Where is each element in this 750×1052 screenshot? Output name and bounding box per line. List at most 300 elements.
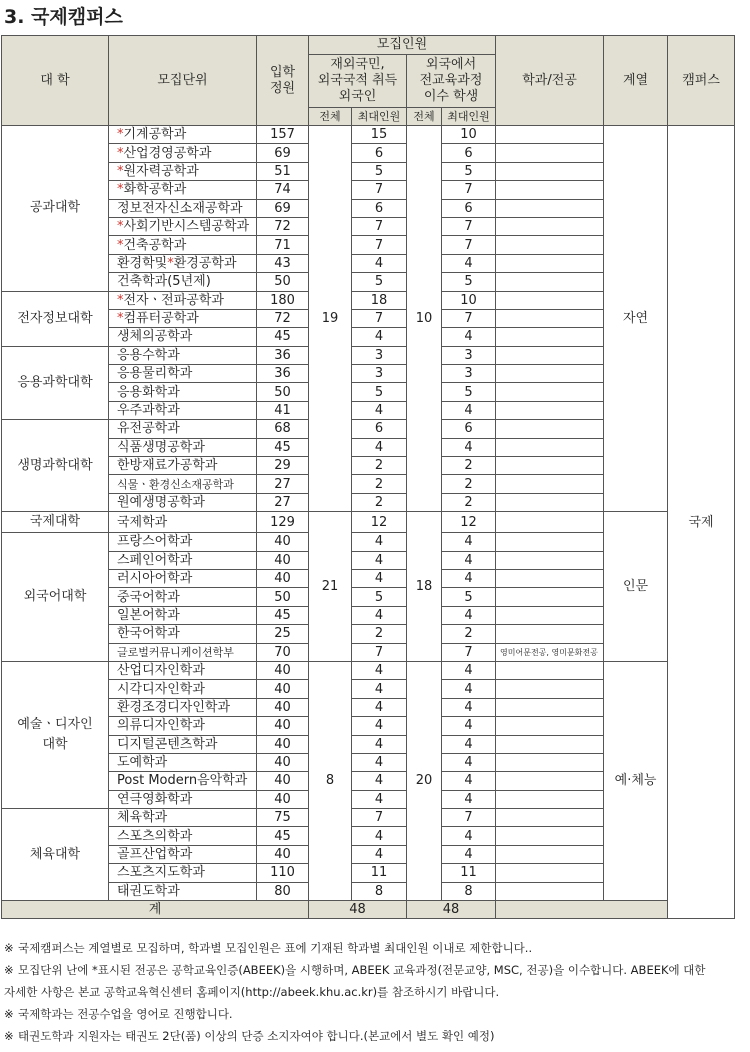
unit-name [109,401,257,419]
unit-name [109,217,257,235]
foreign-max: 4 [352,533,407,551]
major-value [496,181,604,199]
quota-value: 69 [257,144,309,162]
foreign-max: 4 [352,827,407,845]
major-value [496,144,604,162]
college-name: 생명과학대학 [2,420,109,512]
abroad-max: 2 [442,625,496,643]
college-name: 국제대학 [2,512,109,533]
abeek-star-mark: * [117,292,124,308]
foreign-max: 7 [352,809,407,827]
abroad-max: 4 [442,772,496,790]
header-abroad: 외국에서 전교육과정 이수 학생 [407,55,496,108]
unit-name [109,144,257,162]
note-continuation: 자세한 사항은 본교 공학교육혁신센터 홈페이지(http://abeek.khu.ac.kr)를 참조하시기 바랍니다. [4,985,500,999]
abeek-star-mark: * [117,145,124,161]
note-item [4,937,744,959]
major-value [496,273,604,291]
unit-name [109,365,257,383]
unit-name-text: 컴퓨터공학과 [123,311,199,327]
quota-value: 45 [257,827,309,845]
foreign-max: 7 [352,181,407,199]
quota-value: 40 [257,790,309,808]
foreign-max: 4 [352,717,407,735]
abroad-max: 4 [442,661,496,679]
abroad-max: 12 [442,512,496,533]
unit-name-text: 생체의공학과 [117,329,193,345]
major-value [496,606,604,624]
major-value [496,383,604,401]
major-value [496,309,604,327]
foreign-max: 11 [352,864,407,882]
quota-value: 45 [257,606,309,624]
quota-value: 51 [257,162,309,180]
quota-value: 40 [257,753,309,771]
unit-name-text: 유전공학과 [117,421,180,437]
college-name: 외국어대학 [2,533,109,662]
abroad-max: 7 [442,309,496,327]
unit-name [109,845,257,863]
unit-name-text: 화학공학과 [123,182,187,198]
abroad-max: 7 [442,236,496,254]
unit-name [109,309,257,327]
foreign-max: 4 [352,328,407,346]
major-value [496,661,604,679]
major-value [496,401,604,419]
quota-value: 40 [257,533,309,551]
table-row [2,512,735,533]
unit-name-text: 중국어학과 [117,589,180,605]
abroad-max: 8 [442,882,496,900]
header-abroad-total: 전체 [407,108,442,126]
abroad-max: 4 [442,533,496,551]
quota-value: 72 [257,309,309,327]
unit-name-text: 응용화학과 [117,384,180,400]
note-text: 모집단위 난에 *표시된 전공은 공학교육인증(ABEEK)을 시행하며, ABEEK 교육과정(전문교양, MSC, 전공)을 이수합니다. ABEEK에 대한 [18,963,706,977]
unit-name [109,291,257,309]
foreign-max: 5 [352,588,407,606]
unit-name [109,493,257,511]
quota-value: 80 [257,882,309,900]
unit-name-text: 태권도학과 [117,883,180,899]
quota-value: 50 [257,588,309,606]
unit-name [109,569,257,587]
abroad-max: 5 [442,383,496,401]
quota-value: 50 [257,383,309,401]
college-name: 공과대학 [2,126,109,292]
abroad-max: 4 [442,254,496,272]
foreign-max: 3 [352,346,407,364]
header-campus: 캠퍼스 [668,36,735,126]
foreign-total: 8 [309,661,352,900]
foreign-max: 7 [352,217,407,235]
major-value [496,254,604,272]
quota-value: 40 [257,772,309,790]
abroad-max: 4 [442,606,496,624]
unit-name-text: 디지털콘텐츠학과 [117,736,218,752]
abeek-star-mark: * [167,255,174,271]
unit-name-text: 스페인어학과 [117,552,193,568]
header-unit: 모집단위 [109,36,257,126]
foreign-max: 2 [352,493,407,511]
abroad-max: 5 [442,162,496,180]
major-value [496,827,604,845]
major-value [496,753,604,771]
abeek-star-mark: * [117,219,124,235]
field-name: 예·체능 [604,661,668,900]
unit-name [109,162,257,180]
foreign-max: 8 [352,882,407,900]
major-value [496,346,604,364]
note-item [4,1003,744,1025]
foreign-max: 4 [352,772,407,790]
campus-name: 국제 [668,126,735,919]
quota-value: 157 [257,126,309,144]
major-value [496,809,604,827]
abeek-star-mark: * [117,127,124,143]
unit-name [109,790,257,808]
quota-value: 70 [257,643,309,661]
abroad-max: 6 [442,144,496,162]
foreign-max: 4 [352,401,407,419]
major-value [496,199,604,217]
quota-value: 110 [257,864,309,882]
table-row [2,126,735,144]
major-value [496,475,604,493]
major-value [496,438,604,456]
total-major-empty [496,901,668,919]
quota-value: 27 [257,493,309,511]
unit-name-text: 우주과학과 [117,403,180,419]
abroad-max: 7 [442,643,496,661]
abroad-max: 10 [442,291,496,309]
note-mark: ※ [4,1029,14,1043]
unit-name [109,475,257,493]
unit-name-text: 사회기반시스템공학과 [123,219,250,235]
unit-name [109,680,257,698]
unit-name [109,864,257,882]
foreign-max: 4 [352,698,407,716]
unit-name-text: Post Modern음악학과 [117,773,248,789]
unit-name-text: 연극영화학과 [117,791,193,807]
quota-value: 29 [257,457,309,475]
college-name: 전자정보대학 [2,291,109,346]
abroad-max: 10 [442,126,496,144]
foreign-total: 19 [309,126,352,512]
abroad-max: 2 [442,493,496,511]
total-foreign: 48 [309,901,407,919]
foreign-max: 5 [352,162,407,180]
quota-value: 69 [257,199,309,217]
unit-name-text: 프랑스어학과 [117,534,193,550]
unit-name [109,254,257,272]
quota-value: 40 [257,717,309,735]
unit-name [109,181,257,199]
abeek-star-mark: * [117,311,124,327]
major-value [496,533,604,551]
abeek-star-mark: * [117,237,124,253]
abroad-max: 4 [442,680,496,698]
foreign-max: 5 [352,383,407,401]
abroad-max: 7 [442,217,496,235]
unit-name-text: 의류디자인학과 [117,718,205,734]
quota-value: 41 [257,401,309,419]
major-value [496,735,604,753]
abroad-max: 4 [442,735,496,753]
unit-name-text: 도예학과 [117,755,168,771]
abroad-max: 4 [442,698,496,716]
abeek-star-mark: * [117,182,124,198]
major-value [496,698,604,716]
major-value [496,493,604,511]
major-value [496,236,604,254]
major-value [496,845,604,863]
major-value [496,717,604,735]
note-text: 국제학과는 전공수업을 영어로 진행합니다. [18,1007,233,1021]
header-foreign-total: 전체 [309,108,352,126]
unit-name-text: 시각디자인학과 [117,681,205,697]
table-body [2,126,735,919]
unit-name [109,328,257,346]
quota-value: 36 [257,346,309,364]
unit-name [109,643,257,661]
foreign-max: 12 [352,512,407,533]
unit-name-text: 글로벌커뮤니케이션학부 [117,645,234,659]
foreign-max: 4 [352,845,407,863]
abroad-max: 4 [442,401,496,419]
note-mark: ※ [4,963,14,977]
unit-name-text: 일본어학과 [117,607,180,623]
abroad-max: 4 [442,717,496,735]
foreign-max: 7 [352,643,407,661]
major-value [496,126,604,144]
header-abroad-max: 최대인원 [442,108,496,126]
note-mark: ※ [4,1007,14,1021]
major-value [496,680,604,698]
abroad-max: 4 [442,438,496,456]
foreign-max: 7 [352,309,407,327]
total-row [2,901,735,919]
total-label: 계 [2,901,309,919]
unit-name [109,126,257,144]
college-name: 예술ㆍ디자인 대학 [2,661,109,808]
unit-name [109,551,257,569]
unit-name-text: 한국어학과 [117,626,180,642]
unit-name [109,606,257,624]
unit-name-text: 식물ㆍ환경신소재공학과 [117,477,234,491]
major-value [496,625,604,643]
unit-name [109,457,257,475]
unit-name [109,588,257,606]
unit-name [109,438,257,456]
quota-value: 74 [257,181,309,199]
unit-name-text: 러시아어학과 [117,571,193,587]
unit-name [109,882,257,900]
abroad-max: 3 [442,365,496,383]
major-value [496,420,604,438]
unit-name-prefix: 환경학및 [117,255,168,271]
unit-name-text: 원예생명공학과 [117,495,205,510]
unit-name-text: 환경공학과 [173,255,237,271]
unit-name [109,420,257,438]
abroad-max: 2 [442,475,496,493]
quota-value: 50 [257,273,309,291]
major-value [496,882,604,900]
admission-table [1,35,735,919]
foreign-max: 2 [352,457,407,475]
abroad-max: 7 [442,181,496,199]
major-value [496,864,604,882]
unit-name-text: 국제학과 [117,514,168,530]
major-value [496,551,604,569]
unit-name [109,717,257,735]
unit-name-text: 응용물리학과 [117,366,193,382]
unit-name-text: 산업경영공학과 [123,145,212,161]
major-value [496,217,604,235]
major-value [496,162,604,180]
foreign-max: 4 [352,551,407,569]
unit-name [109,698,257,716]
major-value [496,457,604,475]
unit-name-text: 정보전자신소재공학과 [117,200,243,216]
quota-value: 45 [257,328,309,346]
header-college: 대 학 [2,36,109,126]
unit-name [109,273,257,291]
page-title: 3. 국제캠퍼스 [4,6,123,28]
quota-value: 40 [257,569,309,587]
foreign-max: 4 [352,569,407,587]
unit-name [109,512,257,533]
unit-name-text: 골프산업학과 [117,847,193,863]
college-name: 응용과학대학 [2,346,109,420]
major-value: 영미어문전공, 영미문화전공 [496,643,604,661]
unit-name [109,533,257,551]
header-quota: 입학 정원 [257,36,309,126]
header-recruit: 모집인원 [309,36,496,55]
major-value [496,291,604,309]
major-value [496,790,604,808]
abroad-max: 4 [442,790,496,808]
abroad-max: 4 [442,827,496,845]
note-item [4,959,744,981]
quota-value: 180 [257,291,309,309]
abroad-max: 2 [442,457,496,475]
abroad-max: 6 [442,420,496,438]
foreign-max: 7 [352,236,407,254]
field-name: 인문 [604,512,668,662]
major-value [496,569,604,587]
unit-name-text: 환경조경디자인학과 [117,699,231,715]
field-name: 자연 [604,126,668,512]
foreign-total: 21 [309,512,352,662]
unit-name [109,625,257,643]
note-item [4,1025,744,1047]
quota-value: 40 [257,698,309,716]
abroad-max: 5 [442,588,496,606]
unit-name [109,735,257,753]
quota-value: 40 [257,551,309,569]
abeek-star-mark: * [117,163,124,179]
note-mark: ※ [4,941,14,955]
foreign-max: 4 [352,735,407,753]
quota-value: 129 [257,512,309,533]
foreign-max: 4 [352,438,407,456]
quota-value: 40 [257,661,309,679]
unit-name-text: 원자력공학과 [123,163,199,179]
quota-value: 43 [257,254,309,272]
foreign-max: 4 [352,790,407,808]
quota-value: 36 [257,365,309,383]
foreign-max: 4 [352,661,407,679]
unit-name-text: 기계공학과 [123,127,187,143]
quota-value: 75 [257,809,309,827]
total-abroad: 48 [407,901,496,919]
foreign-max: 2 [352,625,407,643]
foreign-max: 6 [352,199,407,217]
major-value [496,772,604,790]
unit-name-text: 건축공학과 [123,237,187,253]
abroad-max: 4 [442,328,496,346]
unit-name-text: 응용수학과 [117,347,180,363]
foreign-max: 4 [352,753,407,771]
quota-value: 40 [257,735,309,753]
unit-name-text: 전자ㆍ전파공학과 [123,292,224,308]
unit-name [109,383,257,401]
major-value [496,365,604,383]
quota-value: 72 [257,217,309,235]
major-value [496,512,604,533]
table-row [2,661,735,679]
unit-name-text: 한방재료가공학과 [117,458,218,474]
abroad-max: 5 [442,273,496,291]
unit-name [109,346,257,364]
abroad-max: 11 [442,864,496,882]
unit-name [109,772,257,790]
foreign-max: 4 [352,680,407,698]
major-value [496,588,604,606]
abroad-total: 10 [407,126,442,512]
foreign-max: 2 [352,475,407,493]
abroad-max: 6 [442,199,496,217]
quota-value: 40 [257,845,309,863]
foreign-max: 3 [352,365,407,383]
unit-name-text: 건축학과(5년제) [117,274,211,290]
quota-value: 27 [257,475,309,493]
header-field: 계열 [604,36,668,126]
foreign-max: 6 [352,144,407,162]
foreign-max: 5 [352,273,407,291]
major-value [496,328,604,346]
quota-value: 71 [257,236,309,254]
notes-section [4,937,744,1047]
foreign-max: 4 [352,606,407,624]
college-name: 체육대학 [2,809,109,901]
quota-value: 25 [257,625,309,643]
unit-name-text: 스포츠지도학과 [117,865,205,881]
header-foreign-max: 최대인원 [352,108,407,126]
unit-name-text: 스포츠의학과 [117,828,193,844]
unit-name [109,661,257,679]
foreign-max: 15 [352,126,407,144]
note-text: 국제캠퍼스는 계열별로 모집하며, 학과별 모집인원은 표에 기재된 학과별 최대인원 이내로 제한합니다.. [18,941,533,955]
unit-name [109,753,257,771]
note-text: 태권도학과 지원자는 태권도 2단(품) 이상의 단증 소지자여야 합니다.(본교에서 별도 확인 예정) [18,1029,495,1043]
quota-value: 45 [257,438,309,456]
abroad-max: 3 [442,346,496,364]
unit-name-text: 식품생명공학과 [117,439,205,455]
foreign-max: 6 [352,420,407,438]
unit-name [109,827,257,845]
